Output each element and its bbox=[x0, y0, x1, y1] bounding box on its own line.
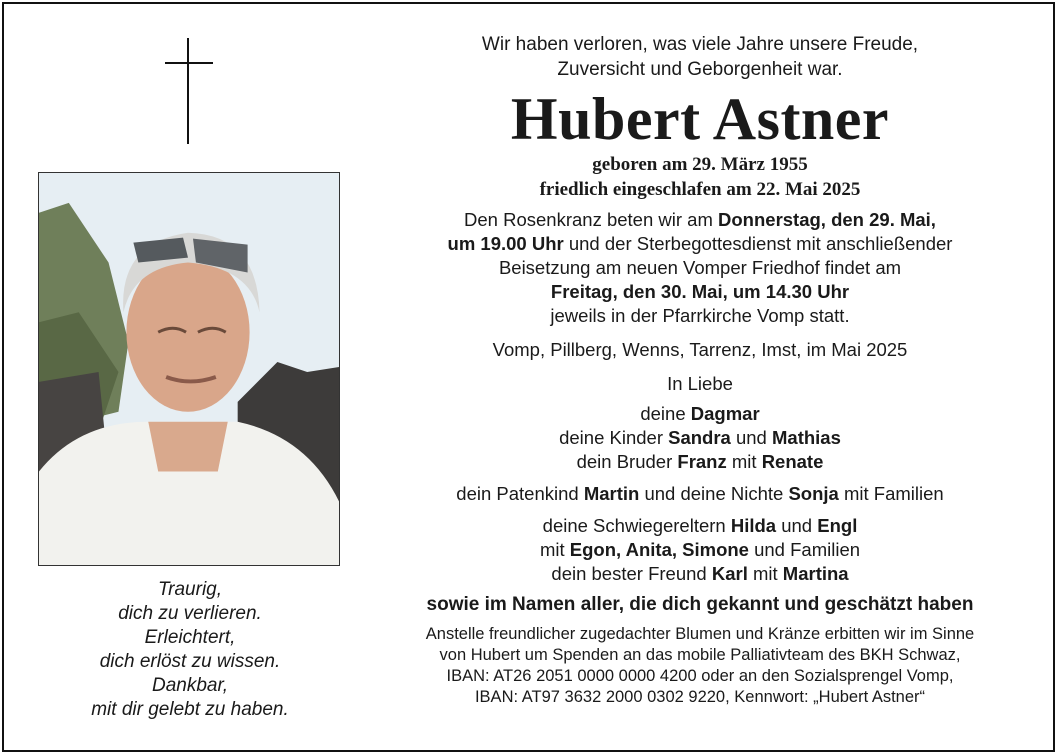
family-text: und deine Nichte bbox=[639, 483, 789, 504]
family-text: mit Familien bbox=[838, 483, 944, 504]
poem-line: Erleichtert, bbox=[144, 627, 236, 648]
service-emphasis: Freitag, den 30. Mai, um 14.30 Uhr bbox=[550, 281, 850, 302]
service-text: jeweils in der Pfarrkirche Vomp statt. bbox=[550, 305, 850, 326]
family-name: Renate bbox=[761, 451, 824, 472]
family-text: dein Bruder bbox=[576, 451, 678, 472]
family-text: und Familien bbox=[748, 539, 861, 560]
family-text: deine Schwiegereltern bbox=[542, 515, 731, 536]
family-name: Dagmar bbox=[690, 403, 760, 424]
closing-line: sowie im Namen aller, die dich gekannt und geschätzt haben bbox=[426, 594, 974, 615]
donation-line: Anstelle freundlicher zugedachter Blumen und Kränze erbitten wir im Sinne bbox=[425, 625, 975, 643]
intro-line: Zuversicht und Geborgenheit war. bbox=[557, 59, 843, 80]
poem-line: mit dir gelebt zu haben. bbox=[91, 699, 289, 720]
family-name: Egon, Anita, Simone bbox=[569, 539, 749, 560]
intro-line: Wir haben verloren, was viele Jahre unsere Freude, bbox=[481, 34, 919, 55]
family-name: Hilda bbox=[730, 515, 777, 536]
family-text: dein bester Freund bbox=[551, 563, 712, 584]
family-name: Sonja bbox=[788, 483, 839, 504]
service-emphasis: um 19.00 Uhr bbox=[447, 233, 564, 254]
birth-date: geboren am 29. März 1955 bbox=[592, 154, 808, 175]
poem-line: dich zu verlieren. bbox=[118, 603, 262, 624]
family-name: Martina bbox=[782, 563, 849, 584]
notice-text bbox=[360, 32, 1040, 708]
cross-icon bbox=[165, 38, 213, 144]
family-text: mit bbox=[747, 563, 783, 584]
family-text: mit bbox=[539, 539, 570, 560]
family-name: Sandra bbox=[668, 427, 731, 448]
donation-line: IBAN: AT26 2051 0000 0000 4200 oder an den Sozialsprengel Vomp, bbox=[446, 667, 954, 685]
donation-line: von Hubert um Spenden an das mobile Palliativteam des BKH Schwaz, bbox=[439, 646, 961, 664]
service-emphasis: Donnerstag, den 29. Mai, bbox=[718, 209, 936, 230]
family-name: Martin bbox=[583, 483, 640, 504]
family-name: Karl bbox=[711, 563, 748, 584]
place-date: Vomp, Pillberg, Wenns, Tarrenz, Imst, im Mai 2025 bbox=[492, 339, 908, 360]
family-text: deine bbox=[640, 403, 691, 424]
donation-request bbox=[360, 624, 1040, 708]
in-love: In Liebe bbox=[667, 373, 733, 394]
poem-line: Dankbar, bbox=[151, 675, 229, 696]
poem bbox=[40, 578, 340, 722]
service-text: Beisetzung am neuen Vomper Friedhof findet am bbox=[498, 257, 902, 278]
family-text: deine Kinder bbox=[559, 427, 669, 448]
family-text: dein Patenkind bbox=[456, 483, 584, 504]
family-list bbox=[360, 402, 1040, 586]
family-text: und bbox=[730, 427, 772, 448]
service-text: Den Rosenkranz beten wir am bbox=[464, 209, 719, 230]
donation-line: IBAN: AT97 3632 2000 0302 9220, Kennwort: „Hubert Astner“ bbox=[474, 688, 926, 706]
family-text: und bbox=[776, 515, 818, 536]
service-text: und der Sterbegottesdienst mit anschließender bbox=[563, 233, 953, 254]
service-info bbox=[360, 208, 1040, 328]
poem-line: dich erlöst zu wissen. bbox=[99, 651, 281, 672]
death-date: friedlich eingeschlafen am 22. Mai 2025 bbox=[539, 179, 861, 200]
portrait-photo bbox=[38, 172, 340, 566]
family-name: Mathias bbox=[772, 427, 841, 448]
family-name: Franz bbox=[677, 451, 727, 472]
family-name: Engl bbox=[817, 515, 858, 536]
deceased-name: Hubert Astner bbox=[510, 86, 890, 152]
poem-line: Traurig, bbox=[157, 579, 223, 600]
family-text: mit bbox=[726, 451, 762, 472]
